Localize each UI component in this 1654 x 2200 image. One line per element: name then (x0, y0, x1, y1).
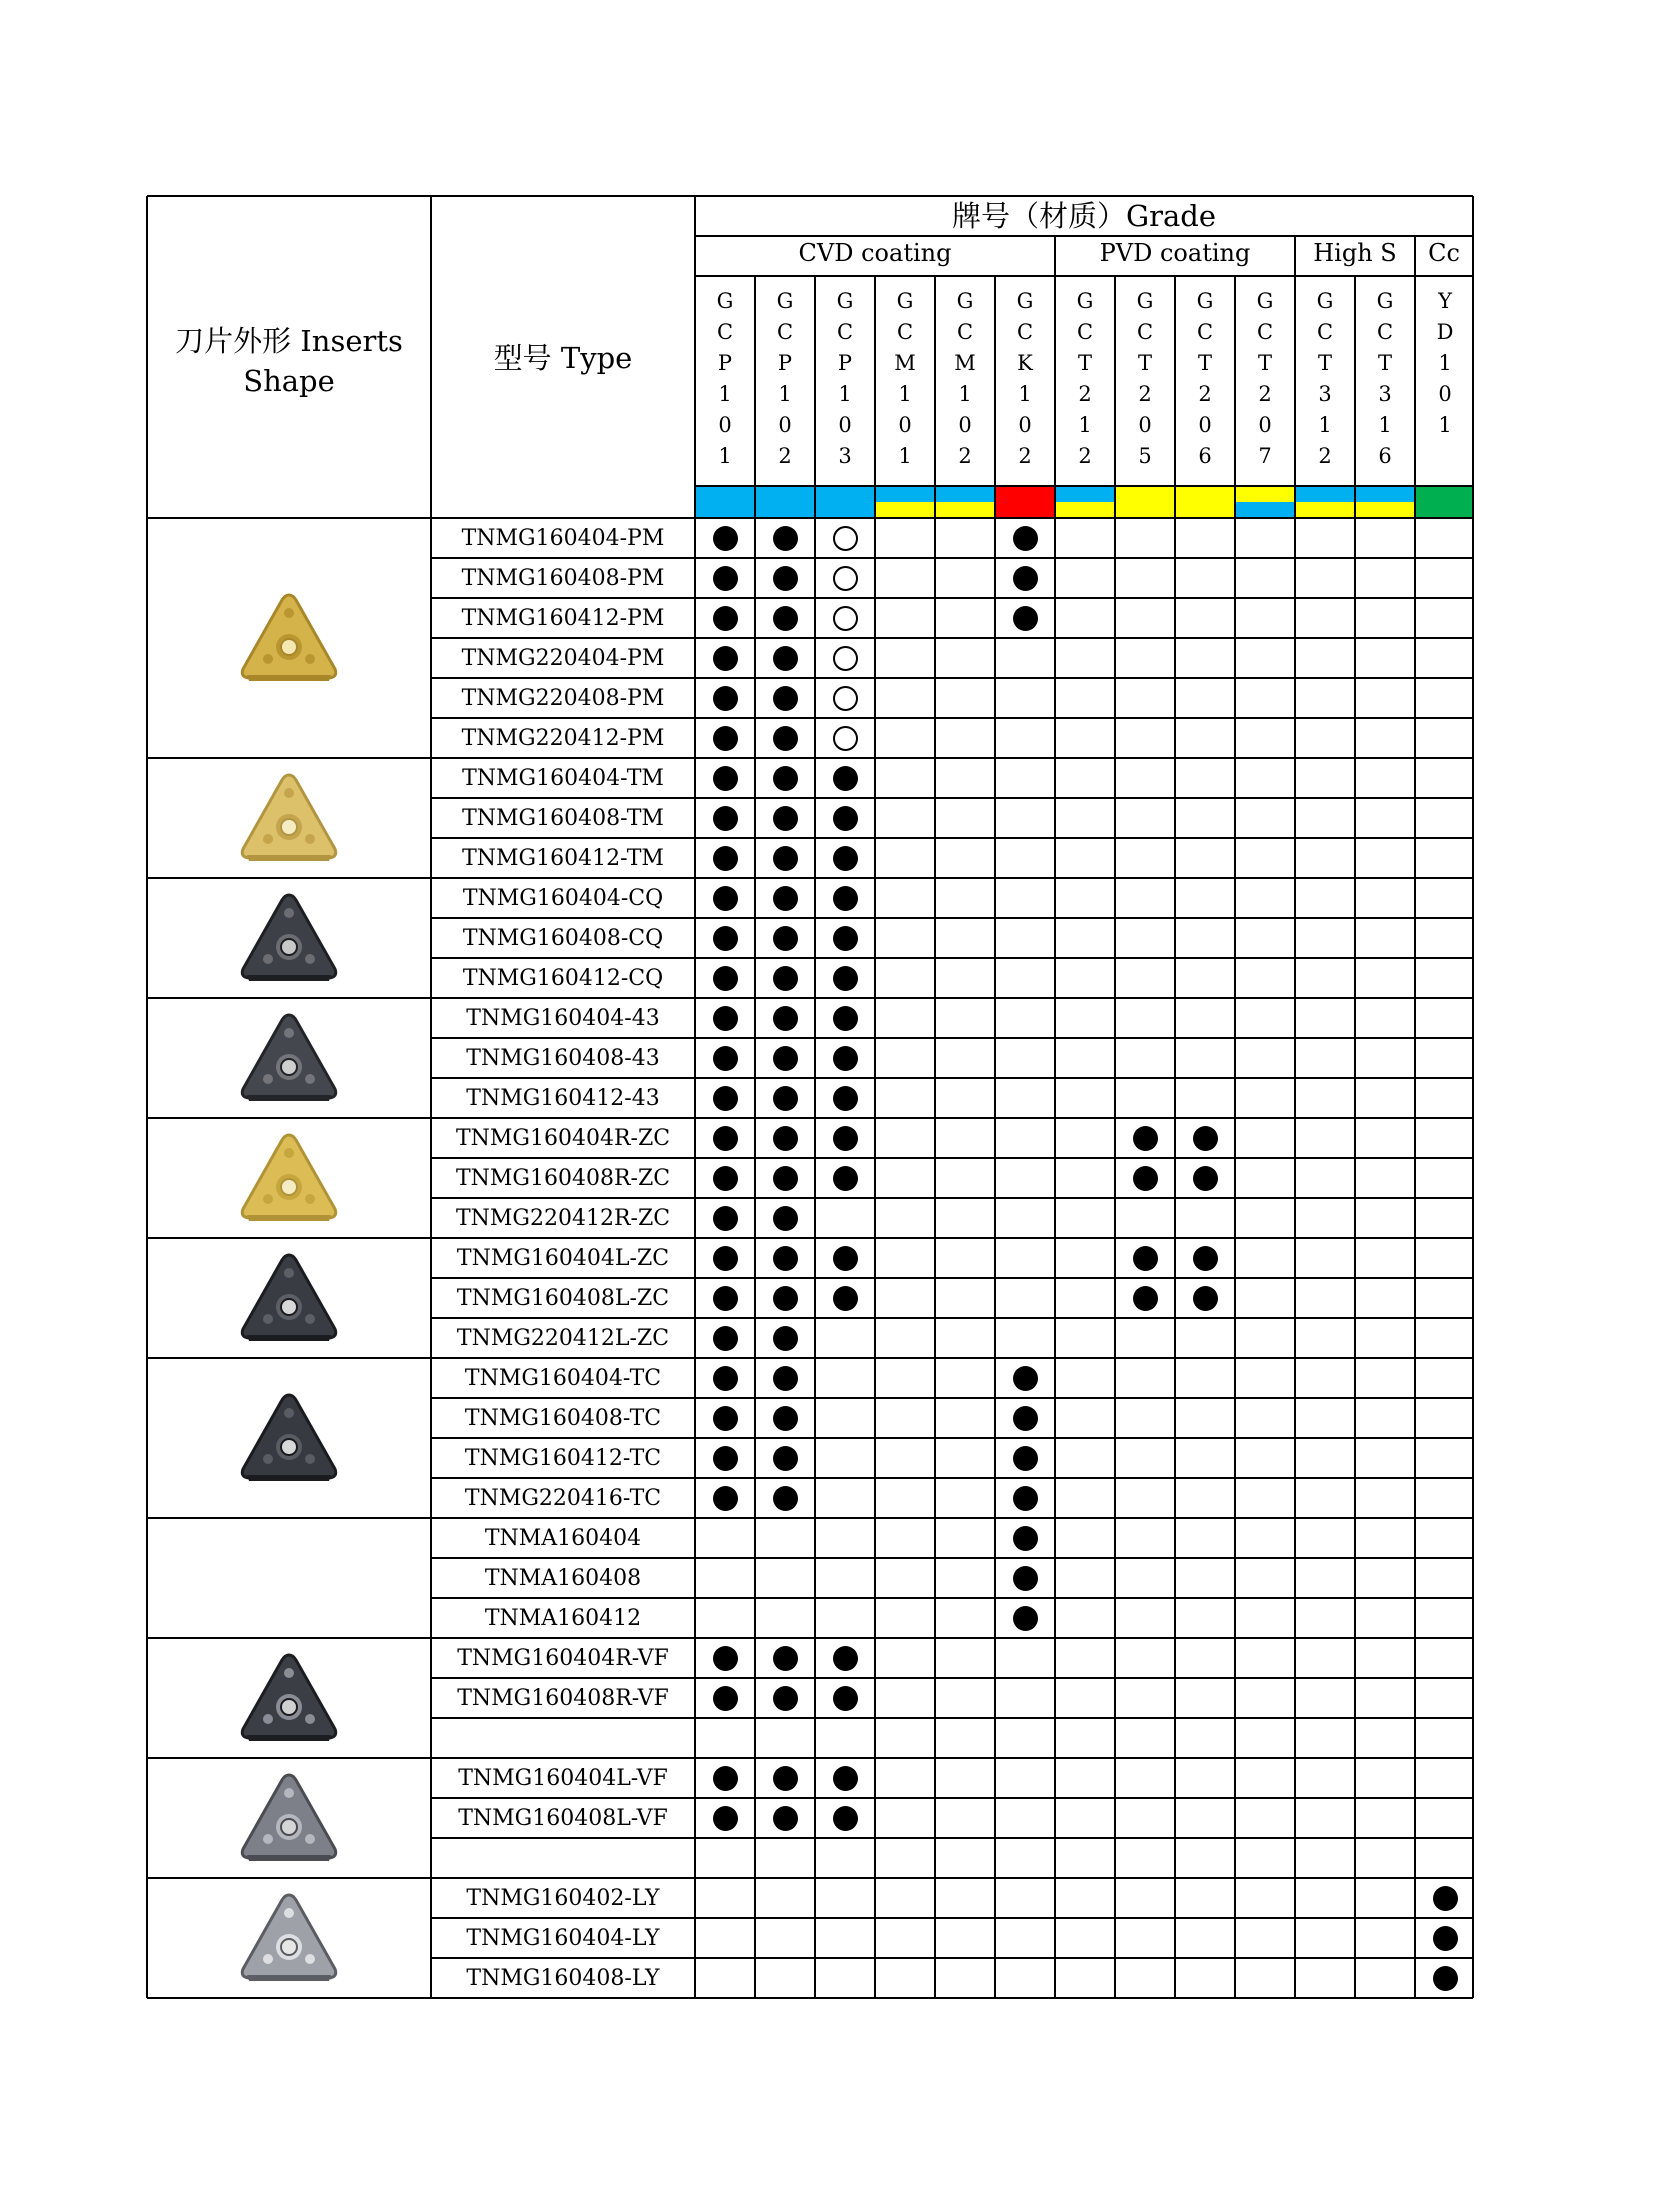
recommended-grade-dot (773, 1006, 798, 1031)
recommended-grade-dot (833, 766, 858, 791)
recommended-grade-dot (713, 606, 738, 631)
recommended-grade-dot (833, 966, 858, 991)
row-divider (431, 1677, 1473, 1679)
recommended-grade-dot (1013, 566, 1038, 591)
row-divider (431, 1437, 1473, 1439)
grade-header: 牌号（材质）Grade (951, 199, 1217, 233)
recommended-grade-dot (833, 1766, 858, 1791)
insert-type-label: TNMG160408-TC (464, 1406, 662, 1431)
grade-column-label: G C T 2 0 6 (1196, 289, 1214, 468)
grade-color-band (1235, 502, 1295, 518)
recommended-grade-dot (1013, 1486, 1038, 1511)
recommended-grade-dot (1013, 1526, 1038, 1551)
insert-type-label: TNMG160408L-ZC (456, 1286, 670, 1311)
insert-type-label: TNMG160404-43 (466, 1006, 660, 1031)
recommended-grade-dot (713, 766, 738, 791)
recommended-grade-dot (773, 1766, 798, 1791)
grade-column-label: Y D 1 0 1 (1436, 289, 1454, 437)
grade-column-label: G C T 2 1 2 (1076, 289, 1094, 468)
recommended-grade-dot (773, 726, 798, 751)
recommended-grade-dot (713, 1806, 738, 1831)
grade-column-label: G C T 3 1 2 (1316, 289, 1334, 468)
row-divider (431, 1957, 1473, 1959)
header-divider (147, 517, 1473, 519)
insert-type-label: TNMG160408-TM (462, 806, 664, 831)
recommended-grade-dot (773, 1486, 798, 1511)
row-divider (431, 917, 1473, 919)
cvd-coating-label: CVD coating (798, 239, 952, 267)
group-row-divider (147, 1357, 1473, 1359)
table-border (147, 1997, 1473, 1999)
recommended-grade-dot (713, 526, 738, 551)
group-row-divider (147, 1877, 1473, 1879)
recommended-grade-dot (713, 1126, 738, 1151)
grade-column-label: G C T 2 0 5 (1136, 289, 1154, 468)
tnmg-tm-gold-insert-icon (238, 771, 340, 865)
row-divider (431, 1397, 1473, 1399)
insert-type-label: TNMG160408R-VF (457, 1686, 669, 1711)
group-row-divider (147, 877, 1473, 879)
header-divider (695, 235, 1473, 237)
recommended-grade-dot (833, 1686, 858, 1711)
row-divider (431, 957, 1473, 959)
group-row-divider (147, 1237, 1473, 1239)
recommended-grade-dot (773, 966, 798, 991)
optional-grade-circle (833, 646, 858, 671)
insert-type-label: TNMG220404-PM (461, 646, 665, 671)
recommended-grade-dot (773, 686, 798, 711)
row-divider (431, 797, 1473, 799)
recommended-grade-dot (1193, 1246, 1218, 1271)
insert-type-label: TNMG160404L-ZC (456, 1246, 670, 1271)
grade-column-divider (1234, 276, 1236, 1998)
insert-type-label: TNMG160408-43 (466, 1046, 660, 1071)
tnmg-zc-left-black-insert-icon (238, 1251, 340, 1345)
row-divider (431, 1197, 1473, 1199)
recommended-grade-dot (833, 1646, 858, 1671)
insert-type-label: TNMG220416-TC (464, 1486, 662, 1511)
recommended-grade-dot (773, 926, 798, 951)
recommended-grade-dot (713, 1326, 738, 1351)
recommended-grade-dot (713, 1646, 738, 1671)
grade-column-divider (874, 276, 876, 1998)
insert-type-label: TNMG160404-LY (466, 1926, 660, 1951)
recommended-grade-dot (713, 1246, 738, 1271)
group-row-divider (147, 997, 1473, 999)
group-row-divider (147, 1117, 1473, 1119)
insert-type-label: TNMG160412-CQ (462, 966, 664, 991)
recommended-grade-dot (1133, 1126, 1158, 1151)
row-divider (431, 717, 1473, 719)
insert-type-label: TNMG220408-PM (461, 686, 665, 711)
tnmg-cq-black-insert-icon (238, 891, 340, 985)
recommended-grade-dot (1133, 1286, 1158, 1311)
recommended-grade-dot (773, 1686, 798, 1711)
recommended-grade-dot (1433, 1966, 1458, 1991)
row-divider (431, 557, 1473, 559)
recommended-grade-dot (713, 1166, 738, 1191)
optional-grade-circle (833, 726, 858, 751)
tnmg-ly-silver-insert-icon (238, 1891, 340, 1985)
row-divider (431, 637, 1473, 639)
insert-type-label: TNMG160408-CQ (462, 926, 664, 951)
recommended-grade-dot (713, 926, 738, 951)
cc-label: Cc (1428, 239, 1460, 267)
insert-type-label: TNMG160408-PM (461, 566, 665, 591)
recommended-grade-dot (1013, 1606, 1038, 1631)
table-border (1472, 196, 1474, 1998)
grade-column-label: G C P 1 0 3 (836, 289, 854, 468)
recommended-grade-dot (773, 1646, 798, 1671)
recommended-grade-dot (773, 566, 798, 591)
recommended-grade-dot (773, 606, 798, 631)
insert-type-label: TNMA160412 (484, 1606, 642, 1631)
tnmg-43-black-insert-icon (238, 1011, 340, 1105)
grade-column-divider (814, 276, 816, 1998)
grade-color-band (695, 486, 875, 518)
grade-column-label: G C M 1 0 2 (954, 289, 976, 468)
grade-column-label: G C P 1 0 1 (716, 289, 734, 468)
insert-type-label: TNMG160408L-VF (458, 1806, 668, 1831)
group-row-divider (147, 757, 1473, 759)
tnmg-vf-right-black-insert-icon (238, 1651, 340, 1745)
recommended-grade-dot (833, 806, 858, 831)
recommended-grade-dot (1193, 1166, 1218, 1191)
recommended-grade-dot (773, 1206, 798, 1231)
recommended-grade-dot (713, 1486, 738, 1511)
row-divider (431, 1797, 1473, 1799)
grade-column-label: G C K 1 0 2 (1016, 289, 1034, 468)
recommended-grade-dot (773, 1446, 798, 1471)
recommended-grade-dot (1433, 1926, 1458, 1951)
recommended-grade-dot (833, 846, 858, 871)
recommended-grade-dot (1133, 1246, 1158, 1271)
optional-grade-circle (833, 606, 858, 631)
recommended-grade-dot (833, 926, 858, 951)
insert-type-label: TNMA160408 (484, 1566, 642, 1591)
recommended-grade-dot (713, 846, 738, 871)
insert-type-label: TNMG160412-TM (462, 846, 664, 871)
row-divider (431, 1717, 1473, 1719)
optional-grade-circle (833, 686, 858, 711)
grade-column-divider (994, 276, 996, 1998)
insert-type-label: TNMG220412-PM (461, 726, 665, 751)
recommended-grade-dot (713, 1686, 738, 1711)
recommended-grade-dot (833, 886, 858, 911)
grade-column-label: G C P 1 0 2 (776, 289, 794, 468)
recommended-grade-dot (833, 1006, 858, 1031)
insert-type-label: TNMG220412L-ZC (456, 1326, 670, 1351)
recommended-grade-dot (713, 886, 738, 911)
grade-column-divider (1054, 276, 1056, 1998)
recommended-grade-dot (713, 726, 738, 751)
grade-column-divider (1354, 276, 1356, 1998)
recommended-grade-dot (713, 1046, 738, 1071)
recommended-grade-dot (773, 1806, 798, 1831)
tnmg-vf-left-grey-insert-icon (238, 1771, 340, 1865)
row-divider (431, 1917, 1473, 1919)
grade-column-label: G C T 2 0 7 (1256, 289, 1274, 468)
insert-type-label: TNMG160408R-ZC (455, 1166, 671, 1191)
tnmg-tc-black-insert-icon (238, 1391, 340, 1485)
row-divider (431, 1317, 1473, 1319)
recommended-grade-dot (713, 566, 738, 591)
recommended-grade-dot (773, 766, 798, 791)
grade-color-band (1415, 486, 1473, 518)
group-row-divider (147, 1637, 1473, 1639)
grade-column-divider (1174, 276, 1176, 1998)
row-divider (431, 1037, 1473, 1039)
insert-type-label: TNMG160404L-VF (458, 1766, 668, 1791)
recommended-grade-dot (713, 1086, 738, 1111)
grade-column-divider (934, 276, 936, 1998)
insert-type-label: TNMG220412R-ZC (455, 1206, 671, 1231)
row-divider (431, 1597, 1473, 1599)
header-divider (695, 275, 1473, 277)
header-divider (695, 485, 1473, 487)
grade-color-band (995, 486, 1055, 518)
recommended-grade-dot (713, 966, 738, 991)
row-divider (431, 1837, 1473, 1839)
grade-table (147, 196, 1473, 1992)
recommended-grade-dot (1193, 1286, 1218, 1311)
table-border (147, 195, 1473, 197)
insert-type-label: TNMG160412-43 (466, 1086, 660, 1111)
recommended-grade-dot (833, 1086, 858, 1111)
column-divider (430, 196, 432, 1998)
grade-color-band (1235, 486, 1295, 502)
recommended-grade-dot (833, 1166, 858, 1191)
table-border (146, 196, 148, 1998)
row-divider (431, 1077, 1473, 1079)
inserts-shape-header: 刀片外形 Inserts Shape (175, 324, 403, 398)
recommended-grade-dot (773, 806, 798, 831)
recommended-grade-dot (773, 1166, 798, 1191)
high-s-label: High S (1313, 239, 1397, 267)
recommended-grade-dot (713, 1766, 738, 1791)
group-row-divider (147, 1757, 1473, 1759)
recommended-grade-dot (833, 1126, 858, 1151)
recommended-grade-dot (1013, 1366, 1038, 1391)
recommended-grade-dot (1013, 526, 1038, 551)
recommended-grade-dot (773, 1246, 798, 1271)
recommended-grade-dot (1193, 1126, 1218, 1151)
row-divider (431, 1157, 1473, 1159)
grade-column-divider (1294, 276, 1296, 1998)
recommended-grade-dot (833, 1246, 858, 1271)
group-row-divider (147, 1517, 1473, 1519)
recommended-grade-dot (713, 1286, 738, 1311)
group-divider (1294, 236, 1296, 276)
insert-type-label: TNMG160404-CQ (462, 886, 664, 911)
row-divider (431, 677, 1473, 679)
recommended-grade-dot (713, 686, 738, 711)
insert-type-label: TNMA160404 (484, 1526, 642, 1551)
recommended-grade-dot (773, 1326, 798, 1351)
grade-column-label: G C T 3 1 6 (1376, 289, 1394, 468)
recommended-grade-dot (1133, 1166, 1158, 1191)
recommended-grade-dot (773, 646, 798, 671)
recommended-grade-dot (1013, 1406, 1038, 1431)
grade-color-band (1055, 486, 1115, 502)
recommended-grade-dot (773, 1366, 798, 1391)
row-divider (431, 1277, 1473, 1279)
recommended-grade-dot (773, 1126, 798, 1151)
group-divider (1414, 236, 1416, 276)
type-header: 型号 Type (493, 341, 633, 375)
grade-column-divider (1414, 276, 1416, 1998)
insert-type-label: TNMG160404R-ZC (455, 1126, 671, 1151)
recommended-grade-dot (773, 886, 798, 911)
insert-type-label: TNMG160404R-VF (457, 1646, 669, 1671)
recommended-grade-dot (713, 806, 738, 831)
recommended-grade-dot (1013, 1446, 1038, 1471)
row-divider (431, 1557, 1473, 1559)
recommended-grade-dot (773, 1046, 798, 1071)
recommended-grade-dot (713, 1206, 738, 1231)
row-divider (431, 1477, 1473, 1479)
grade-color-band (1055, 502, 1115, 518)
recommended-grade-dot (1013, 1566, 1038, 1591)
recommended-grade-dot (773, 1086, 798, 1111)
recommended-grade-dot (1433, 1886, 1458, 1911)
recommended-grade-dot (713, 1406, 738, 1431)
recommended-grade-dot (773, 1286, 798, 1311)
tnmg-pm-gold-insert-icon (238, 591, 340, 685)
recommended-grade-dot (713, 1006, 738, 1031)
row-divider (431, 597, 1473, 599)
optional-grade-circle (833, 566, 858, 591)
recommended-grade-dot (833, 1286, 858, 1311)
grade-column-divider (1114, 276, 1116, 1998)
grade-column-label: G C M 1 0 1 (894, 289, 916, 468)
insert-type-label: TNMG160404-TC (464, 1366, 662, 1391)
pvd-coating-label: PVD coating (1099, 239, 1251, 267)
row-divider (431, 837, 1473, 839)
tnmg-zc-right-gold-insert-icon (238, 1131, 340, 1225)
recommended-grade-dot (833, 1046, 858, 1071)
recommended-grade-dot (773, 526, 798, 551)
insert-type-label: TNMG160408-LY (466, 1966, 660, 1991)
recommended-grade-dot (713, 1366, 738, 1391)
optional-grade-circle (833, 526, 858, 551)
insert-type-label: TNMG160412-TC (464, 1446, 662, 1471)
recommended-grade-dot (713, 1446, 738, 1471)
recommended-grade-dot (713, 646, 738, 671)
insert-type-label: TNMG160412-PM (461, 606, 665, 631)
insert-type-label: TNMG160404-PM (461, 526, 665, 551)
insert-type-label: TNMG160404-TM (462, 766, 664, 791)
recommended-grade-dot (833, 1806, 858, 1831)
group-divider (1054, 236, 1056, 276)
grade-column-divider (754, 276, 756, 1998)
recommended-grade-dot (773, 1406, 798, 1431)
insert-type-label: TNMG160402-LY (466, 1886, 660, 1911)
column-divider (694, 196, 696, 1998)
recommended-grade-dot (1013, 606, 1038, 631)
recommended-grade-dot (773, 846, 798, 871)
